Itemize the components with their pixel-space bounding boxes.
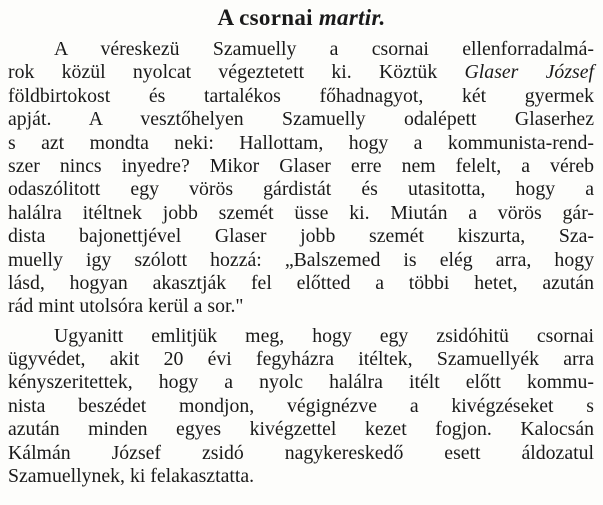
text-line-fragment: rok közül nyolcat végeztetett ki. Köztük (8, 61, 465, 84)
text-line: odaszólitott egy vörös gárdistát és utasitotta, hogy a (8, 178, 594, 201)
text-line: szer nincs inyedre? Mikor Glaser erre nem felelt, a vérеb (8, 154, 594, 177)
text-line: lásd, hogyan akasztják fel előtted a többi hetet, azután (8, 271, 594, 294)
text-line: halálra itéltnek jobb szemét üsse ki. Miután a vörös gár- (8, 201, 594, 224)
article-title-prefix: A csornai (217, 5, 319, 30)
text-line: rád mint utolsóra kerül a sor." (8, 295, 244, 318)
text-line: nista beszédet mondjon, végignézve a kivégzéseket s (8, 394, 594, 417)
text-line: azután minden egyes kivégzettel kezet fogjon. Kalocsán (8, 418, 594, 441)
text-line: s azt mondta neki: Hallottam, hogy a kommunista-rend- (8, 131, 594, 154)
article-title-emphasis: martir. (318, 5, 386, 30)
text-line: muelly igy szólott hozzá: „Balszemed is elég arra, hogy (8, 248, 594, 271)
text-line: kényszeritettek, hogy a nyolc halálra itélt előtt kommu- (8, 371, 594, 394)
text-line: Ugyanitt emlitjük meg, hogy egy zsidóhitü csornai (54, 324, 594, 347)
text-line: ügyvédet, akit 20 évi fegyházra itéltek, Szamuellyék arra (8, 348, 594, 371)
text-line: apját. A vesztőhelyen Szamuelly odalépett Glaserhez (8, 108, 594, 131)
text-line: Szamuellynek, ki felakasztatta. (8, 465, 255, 488)
article-title (0, 4, 603, 32)
text-line (8, 61, 594, 84)
text-line: A véreskezü Szamuelly a csornai ellenforradalmá- (54, 38, 594, 60)
text-line: földbirtokost és tartalékos főhadnagyot, két gyermek (8, 84, 594, 107)
article-body (8, 38, 594, 488)
text-line: dista bajonettjével Glaser jobb szemét kiszurta, Sza- (8, 225, 594, 248)
text-line: Kálmán József zsidó nagykereskedő esett áldozatul (8, 441, 594, 464)
person-name-emphasis: Glaser József (464, 61, 594, 84)
